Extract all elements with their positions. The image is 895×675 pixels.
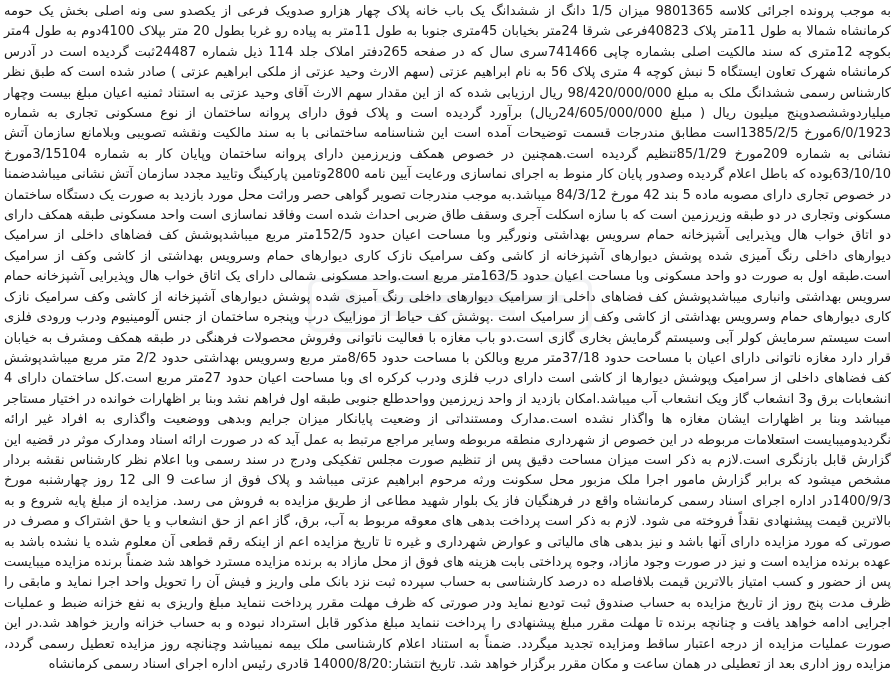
notice-body: به موجب پرونده اجرائی کلاسه 9801365 میزان 1/5 دانگ از ششدانگ یک باب خانه پلاک چهار هزارو صدویک فرعی از یکصدو سی ونه اصلی بخش یک حومه کرمانشاه شمالا به طول 11متر پلاک 40823فرعی شرقا 24متر بخیابان 45متری جنوبا به طول 11متر به پیاده رو غربا بطول 20 متر بپلاک 4100دوم به طول 4متر بکوچه 12متری که سند مالکیت اصلی بشماره چاپی 741466سری سال که در صفحه 265دفتر املاک جلد 114 ذیل شماره 24487ثبت گردیده است در آدرس کرمانشاه شهرک تعاون ایستگاه 5 نبش کوچه 4 متری پلاک 56 به نام ابراهیم عزتی (سهم الارث وحید عزتی از ملکی ابراهیم عزتی ) صادر شده است که طبق نظر کارشناس رسمی ششدانگ ملک به مبلغ 98/420/000/000 ریال ارزیابی شده که از این مقدار سهم الارث آقای وحید عزتی به استناد ثمنیه اعیان مبلغ بیست وچهار میلیاردوششصدوپنج میلیون ریال ( مبلغ 24/605/000/000ریال) برآورد گردیده است و پلاک فوق دارای پروانه ساختمان از نوع مسکونی تجاری به شماره 6/0/1923مورخ 1385/2/5است مطابق مندرجات قسمت توضیحات آمده است این شناسنامه ساختمانی با به سند مالکیت ونقشه تصویبی وبلامانع سازمان آتش نشانی به شماره 209مورخ 85/1/29تنظیم گردیده است.همچنین در خصوص همکف وزیرزمین دارای پروانه ساختمان وپایان کار به شماره 3/15104مورخ 63/10/10بوده که باطل اعلام گردیده وصدور پایان کار منوط به اجرای نماسازی ورعایت آیین نامه 2800وتامین پارکینگ وتایید مجدد سازمان آتش نشانی میباشدضمنا در خصوص تجاری دارای مصوبه ماده 5 بند 42 مورخ 84/3/12 میباشد.به موجب مندرجات تصویر گواهی حصر وراثت محل مورد بازدید به صورت یک دستگاه ساختمان مسکونی وتجاری در دو طبقه وزیرزمین است که با سازه اسکلت آجری وسقف طاق ضربی احداث شده است وفاقد نماسازی است واحد مسکونی طبقه همکف دارای دو اتاق خواب هال وپذیرایی آشپزخانه حمام سرویس بهداشتی ونورگیر وبا مساحت اعیان حدود 152/5متر مربع میباشدپوشش کف فضاهای داخلی از سرامیک دیوارهای داخلی رنگ آمیزی شده پوشش دیوارهای آشپزخانه از کاشی وکف سرامیک نازک کاری دیوارهای حمام وسرویس بهداشتی از کاشی وکف از سرامیک است.طبقه اول به صورت دو واحد مسکونی وبا مساحت اعیان حدود 163/5متر مربع است.واحد مسکونی شمالی دارای یک اتاق خواب هال وپذیرایی آشپزخانه حمام سرویس بهداشتی وانباری میباشدپوشش کف فضاهای داخلی از سرامیک دیوارهای داخلی رنگ آمیزی شده پوشش دیوارهای آشپزخانه از کاشی وکف سرامیک نازک کاری دیوارهای حمام وسرویس بهداشتی از کاشی وکف از سرامیک است .پوشش کف حیاط از موزاییک درب وپنجره ساختمان از جنس آلومینیوم ودرب ورودی فلزی است سیستم سرمایش کولر آبی وسیستم گرمایش بخاری گازی است.دو باب مغازه با فعالیت ناتوانی وفروش محصولات فرهنگی در طبقه همکف ومشرف به خیابان قرار دارد مغازه ناتوانی دارای اعیان با مساحت حدود 37/18متر مربع وبالکن با مساحت حدود 8/65متر مربع وسرویس بهداشتی حدود 2/2 متر مربع میباشدپوشش کف فضاهای داخلی از سرامیک وپوشش دیوارها از کاشی است دارای درب فلزی ودرب کرکره ای وبا مساحت اعیان حدود 27متر مربع است.کل ساختمان دارای 4 انشعابات برق و3 انشعاب گاز ویک انشعاب آب میباشد.امکان بازدید از واحد زیرزمین وواحدطلع جنوبی طبقه اول فراهم نشد وبنا بر اظهارات خوانده در اختیار مستاجر میباشد وبنا بر اظهارات ایشان مغازه ها واگذار نشده است.مدارک ومستنداتی از وضعیت پایانکار میزان جرایم وبدهی ووضعیت واگذاری به افراد غیر ارائه نگردیدومیبایست استعلامات مربوطه در این خصوص از شهرداری منطقه مربوطه وسایر مراجع مرتبط به عمل آید که در صورت ارائه اسناد ومدارک موثر در قضیه این گزارش قابل بازنگری است.لازم به ذکر است میزان مساحت دقیق پس از تنظیم صورت مجلس تفکیکی ودرج در سند رسمی وبا اعلام نظر کارشناس نقشه بردار مشخص میشود که برابر گزارش مامور اجرا ملک مزبور محل سکونت ورثه مرحوم ابراهیم عزتی میباشد و پلاک فوق از ساعت 9 الی 12 روز چهارشنبه مورخ 1400/9/3در اداره اجرای اسناد رسمی کرمانشاه واقع در فرهنگیان فاز یک بلوار شهید مطاعی از طریق مزایده به فروش می رسد. مزایده از مبلغ پایه شروع و به بالاترین قیمت پیشنهادی نقداً فروخته می شود. لازم به ذکر است پرداخت بدهی های معوقه مربوط به آب، برق، گاز اعم از حق انشعاب و یا حق اشتراک و مصرف در صورتی که مورد مزایده دارای آنها باشد و نیز بدهی های مالیاتی و عوارض شهرداری و غیره تا تاریخ مزایده اعم از اینکه رقم قطعی آن معلوم شده یا نشده باشد به عهده برنده مزایده است و نیز در صورت وجود مازاد، وجوه پرداختی بابت هزینه های فوق از محل مازاد به برنده مزایده مسترد خواهد شد ضمناً برنده مزایده میبایست پس از حضور و کسب امتیاز بالاترین قیمت بلافاصله ده درصد کارشناسی به حساب سپرده ثبت نزد بانک ملی واریز و فیش آن را تحویل واحد اجرا نماید و مابقی را ظرف مدت پنج روز از تاریخ مزایده به حساب صندوق ثبت تودیع نماید ودر صورتی که ظرف مهلت مقرر پرداخت ننماید مبلغ واریزی به نفع خزانه ضبط و عملیات اجرایی ادامه خواهد یافت و چنانچه برنده تا مهلت مقرر مبلغ پیشنهادی را پرداخت ننماید مبلغ مذکور قابل استرداد نبوده و به حساب خزانه واریز خواهد شد.در این صورت عملیات مزایده از درجه اعتبار ساقط ومزایده تجدید میگردد. ضمناً به استناد اعلام کارشناسی ملک بیمه نمیباشد وچنانچه روز مزایده تعطیل رسمی گردد، مزایده روز اداری بعد از تعطیلی در همان ساعت و مکان مقرر برگزار خواهد شد. تاریخ انتشار:14000/8/20 قادری رئیس اداره اجرای اسناد رسمی کرمانشاه [4, 4, 892, 672]
